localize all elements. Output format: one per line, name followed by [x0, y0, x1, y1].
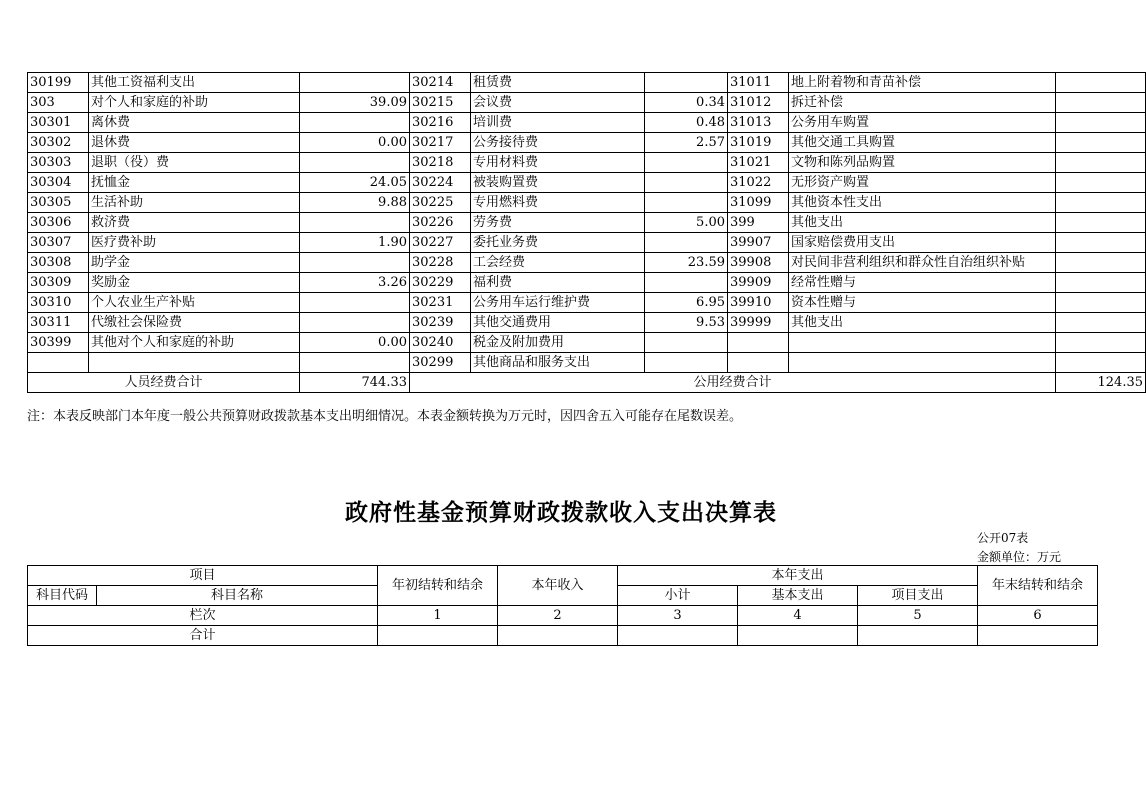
- total-personnel-label: 人员经费合计: [28, 373, 300, 393]
- economic-code-cell: 30299: [410, 353, 471, 373]
- economic-code-cell: 30215: [410, 93, 471, 113]
- economic-code-cell: 30229: [410, 273, 471, 293]
- economic-code-cell: 30304: [28, 173, 89, 193]
- economic-name-cell: 代缴社会保险费: [89, 313, 300, 333]
- amount-cell: [300, 73, 410, 93]
- table-row: [28, 133, 1146, 153]
- economic-name-cell: 培训费: [471, 113, 645, 133]
- economic-code-cell: 30305: [28, 193, 89, 213]
- amount-unit: 金额单位：万元: [977, 550, 1062, 564]
- amount-cell: [1056, 193, 1146, 213]
- economic-name-cell: 文物和陈列品购置: [789, 153, 1056, 173]
- economic-name-cell: 对个人和家庭的补助: [89, 93, 300, 113]
- header-code: 科目代码: [28, 586, 97, 606]
- amount-cell: 0.48: [645, 113, 728, 133]
- amount-cell: [1056, 113, 1146, 133]
- economic-name-cell: 经常性赠与: [789, 273, 1056, 293]
- table-row: [28, 113, 1146, 133]
- header-opening: 年初结转和结余: [378, 566, 498, 606]
- amount-cell: [1056, 253, 1146, 273]
- economic-name-cell: 公务用车购置: [789, 113, 1056, 133]
- amount-cell: [300, 293, 410, 313]
- table-row: [28, 173, 1146, 193]
- amount-cell: [1056, 233, 1146, 253]
- economic-code-cell: 30303: [28, 153, 89, 173]
- amount-cell: [1056, 173, 1146, 193]
- economic-name-cell: 退职（役）费: [89, 153, 300, 173]
- header-basic: 基本支出: [738, 586, 858, 606]
- amount-cell: [645, 173, 728, 193]
- economic-code-cell: [728, 353, 789, 373]
- economic-name-cell: 公务用车运行维护费: [471, 293, 645, 313]
- economic-code-cell: 31022: [728, 173, 789, 193]
- amount-cell: [645, 233, 728, 253]
- economic-name-cell: 其他对个人和家庭的补助: [89, 333, 300, 353]
- amount-cell: [645, 273, 728, 293]
- table1-body: [28, 73, 1146, 373]
- header-row-1: [28, 566, 1098, 586]
- amount-cell: 24.05: [300, 173, 410, 193]
- economic-name-cell: 退休费: [89, 133, 300, 153]
- table-row: [28, 313, 1146, 333]
- total-label: 合计: [28, 626, 378, 646]
- amount-cell: [1056, 133, 1146, 153]
- economic-name-cell: 劳务费: [471, 213, 645, 233]
- amount-cell: 0.00: [300, 133, 410, 153]
- economic-code-cell: 30228: [410, 253, 471, 273]
- table-row: [28, 153, 1146, 173]
- economic-name-cell: 委托业务费: [471, 233, 645, 253]
- table-row: [28, 293, 1146, 313]
- header-item: 项目: [28, 566, 378, 586]
- row-label: 栏次: [28, 606, 378, 626]
- col-number: 4: [738, 606, 858, 626]
- page-title: 政府性基金预算财政拨款收入支出决算表: [345, 499, 777, 526]
- economic-code-cell: 31012: [728, 93, 789, 113]
- amount-cell: [300, 213, 410, 233]
- header-subtotal: 小计: [618, 586, 738, 606]
- economic-name-cell: 其他资本性支出: [789, 193, 1056, 213]
- economic-name-cell: 离休费: [89, 113, 300, 133]
- total-cell: [858, 626, 978, 646]
- economic-name-cell: 拆迁补偿: [789, 93, 1056, 113]
- economic-name-cell: 地上附着物和青苗补偿: [789, 73, 1056, 93]
- economic-code-cell: 31013: [728, 113, 789, 133]
- economic-name-cell: 其他支出: [789, 313, 1056, 333]
- amount-cell: [645, 353, 728, 373]
- amount-cell: 23.59: [645, 253, 728, 273]
- total-cell: [618, 626, 738, 646]
- table-row: [28, 253, 1146, 273]
- economic-code-cell: 30311: [28, 313, 89, 333]
- table-row: [28, 273, 1146, 293]
- economic-code-cell: 30214: [410, 73, 471, 93]
- amount-cell: 6.95: [645, 293, 728, 313]
- economic-code-cell: 30307: [28, 233, 89, 253]
- economic-name-cell: 个人农业生产补贴: [89, 293, 300, 313]
- economic-code-cell: 30199: [28, 73, 89, 93]
- header-project: 项目支出: [858, 586, 978, 606]
- economic-code-cell: 30217: [410, 133, 471, 153]
- economic-name-cell: [89, 353, 300, 373]
- amount-cell: [1056, 73, 1146, 93]
- economic-code-cell: 30399: [28, 333, 89, 353]
- amount-cell: [645, 73, 728, 93]
- economic-code-cell: 30216: [410, 113, 471, 133]
- amount-cell: [300, 353, 410, 373]
- economic-name-cell: 其他支出: [789, 213, 1056, 233]
- header-name: 科目名称: [97, 586, 378, 606]
- economic-code-cell: 30218: [410, 153, 471, 173]
- economic-code-cell: 31099: [728, 193, 789, 213]
- amount-cell: [300, 113, 410, 133]
- total-cell: [978, 626, 1098, 646]
- economic-name-cell: 专用材料费: [471, 153, 645, 173]
- total-public-value: 124.35: [1056, 373, 1146, 393]
- economic-code-cell: 30225: [410, 193, 471, 213]
- economic-code-cell: 30302: [28, 133, 89, 153]
- amount-cell: [1056, 353, 1146, 373]
- economic-name-cell: 生活补助: [89, 193, 300, 213]
- economic-code-cell: 303: [28, 93, 89, 113]
- economic-code-cell: 39999: [728, 313, 789, 333]
- header-closing: 年末结转和结余: [978, 566, 1098, 606]
- amount-cell: 3.26: [300, 273, 410, 293]
- amount-cell: [1056, 293, 1146, 313]
- total-cell: [378, 626, 498, 646]
- total-personnel-value: 744.33: [300, 373, 410, 393]
- total-row: [28, 626, 1098, 646]
- economic-code-cell: 39908: [728, 253, 789, 273]
- amount-cell: [645, 193, 728, 213]
- amount-cell: 39.09: [300, 93, 410, 113]
- total-cell: [498, 626, 618, 646]
- economic-name-cell: 租赁费: [471, 73, 645, 93]
- economic-name-cell: [789, 353, 1056, 373]
- economic-name-cell: 救济费: [89, 213, 300, 233]
- amount-cell: [300, 153, 410, 173]
- economic-code-cell: 30308: [28, 253, 89, 273]
- amount-cell: 2.57: [645, 133, 728, 153]
- economic-name-cell: 其他交通工具购置: [789, 133, 1056, 153]
- total-public-label: 公用经费合计: [410, 373, 1056, 393]
- economic-code-cell: 30301: [28, 113, 89, 133]
- economic-name-cell: 公务接待费: [471, 133, 645, 153]
- economic-name-cell: 助学金: [89, 253, 300, 273]
- economic-name-cell: 福利费: [471, 273, 645, 293]
- col-number: 2: [498, 606, 618, 626]
- table-row: [28, 353, 1146, 373]
- economic-name-cell: 专用燃料费: [471, 193, 645, 213]
- economic-code-cell: 30224: [410, 173, 471, 193]
- economic-name-cell: 抚恤金: [89, 173, 300, 193]
- amount-cell: [645, 333, 728, 353]
- amount-cell: [1056, 273, 1146, 293]
- economic-code-cell: [28, 353, 89, 373]
- economic-code-cell: 30239: [410, 313, 471, 333]
- table-row: [28, 333, 1146, 353]
- economic-name-cell: [789, 333, 1056, 353]
- economic-code-cell: 39907: [728, 233, 789, 253]
- form-number: 公开07表: [977, 531, 1029, 545]
- economic-code-cell: 39910: [728, 293, 789, 313]
- economic-name-cell: 工会经费: [471, 253, 645, 273]
- economic-code-cell: 31011: [728, 73, 789, 93]
- amount-cell: [1056, 213, 1146, 233]
- amount-cell: [300, 313, 410, 333]
- col-number: 6: [978, 606, 1098, 626]
- economic-code-cell: 30231: [410, 293, 471, 313]
- amount-cell: 0.34: [645, 93, 728, 113]
- amount-cell: [1056, 333, 1146, 353]
- col-number: 5: [858, 606, 978, 626]
- table-note: 注：本表反映部门本年度一般公共预算财政拨款基本支出明细情况。本表金额转换为万元时，因四舍五入可能存在尾数误差。: [27, 409, 743, 424]
- amount-cell: [1056, 153, 1146, 173]
- column-number-row: [28, 606, 1098, 626]
- economic-name-cell: 税金及附加费用: [471, 333, 645, 353]
- amount-cell: 5.00: [645, 213, 728, 233]
- economic-code-cell: [728, 333, 789, 353]
- table-row: [28, 73, 1146, 93]
- amount-cell: 9.53: [645, 313, 728, 333]
- economic-name-cell: 其他交通费用: [471, 313, 645, 333]
- table-row: [28, 193, 1146, 213]
- economic-code-cell: 30306: [28, 213, 89, 233]
- economic-name-cell: 奖励金: [89, 273, 300, 293]
- amount-cell: 0.00: [300, 333, 410, 353]
- header-income: 本年收入: [498, 566, 618, 606]
- economic-code-cell: 30310: [28, 293, 89, 313]
- economic-name-cell: 其他商品和服务支出: [471, 353, 645, 373]
- table-row: [28, 213, 1146, 233]
- col-number: 1: [378, 606, 498, 626]
- header-expense: 本年支出: [618, 566, 978, 586]
- economic-name-cell: 其他工资福利支出: [89, 73, 300, 93]
- economic-name-cell: 资本性赠与: [789, 293, 1056, 313]
- economic-name-cell: 被装购置费: [471, 173, 645, 193]
- economic-code-cell: 30227: [410, 233, 471, 253]
- economic-code-cell: 30309: [28, 273, 89, 293]
- economic-name-cell: 对民间非营利组织和群众性自治组织补贴: [789, 253, 1056, 273]
- economic-name-cell: 会议费: [471, 93, 645, 113]
- col-number: 3: [618, 606, 738, 626]
- economic-code-cell: 30226: [410, 213, 471, 233]
- economic-code-cell: 30240: [410, 333, 471, 353]
- economic-code-cell: 399: [728, 213, 789, 233]
- basic-expenditure-detail-table: [27, 72, 1146, 393]
- amount-cell: [300, 253, 410, 273]
- government-fund-table: [27, 565, 1098, 646]
- amount-cell: 1.90: [300, 233, 410, 253]
- amount-cell: 9.88: [300, 193, 410, 213]
- economic-name-cell: 医疗费补助: [89, 233, 300, 253]
- amount-cell: [645, 153, 728, 173]
- table1-total-row: [28, 373, 1146, 393]
- economic-name-cell: 国家赔偿费用支出: [789, 233, 1056, 253]
- table-row: [28, 93, 1146, 113]
- table-row: [28, 233, 1146, 253]
- total-cell: [738, 626, 858, 646]
- amount-cell: [1056, 313, 1146, 333]
- economic-code-cell: 31019: [728, 133, 789, 153]
- amount-cell: [1056, 93, 1146, 113]
- economic-name-cell: 无形资产购置: [789, 173, 1056, 193]
- economic-code-cell: 39909: [728, 273, 789, 293]
- economic-code-cell: 31021: [728, 153, 789, 173]
